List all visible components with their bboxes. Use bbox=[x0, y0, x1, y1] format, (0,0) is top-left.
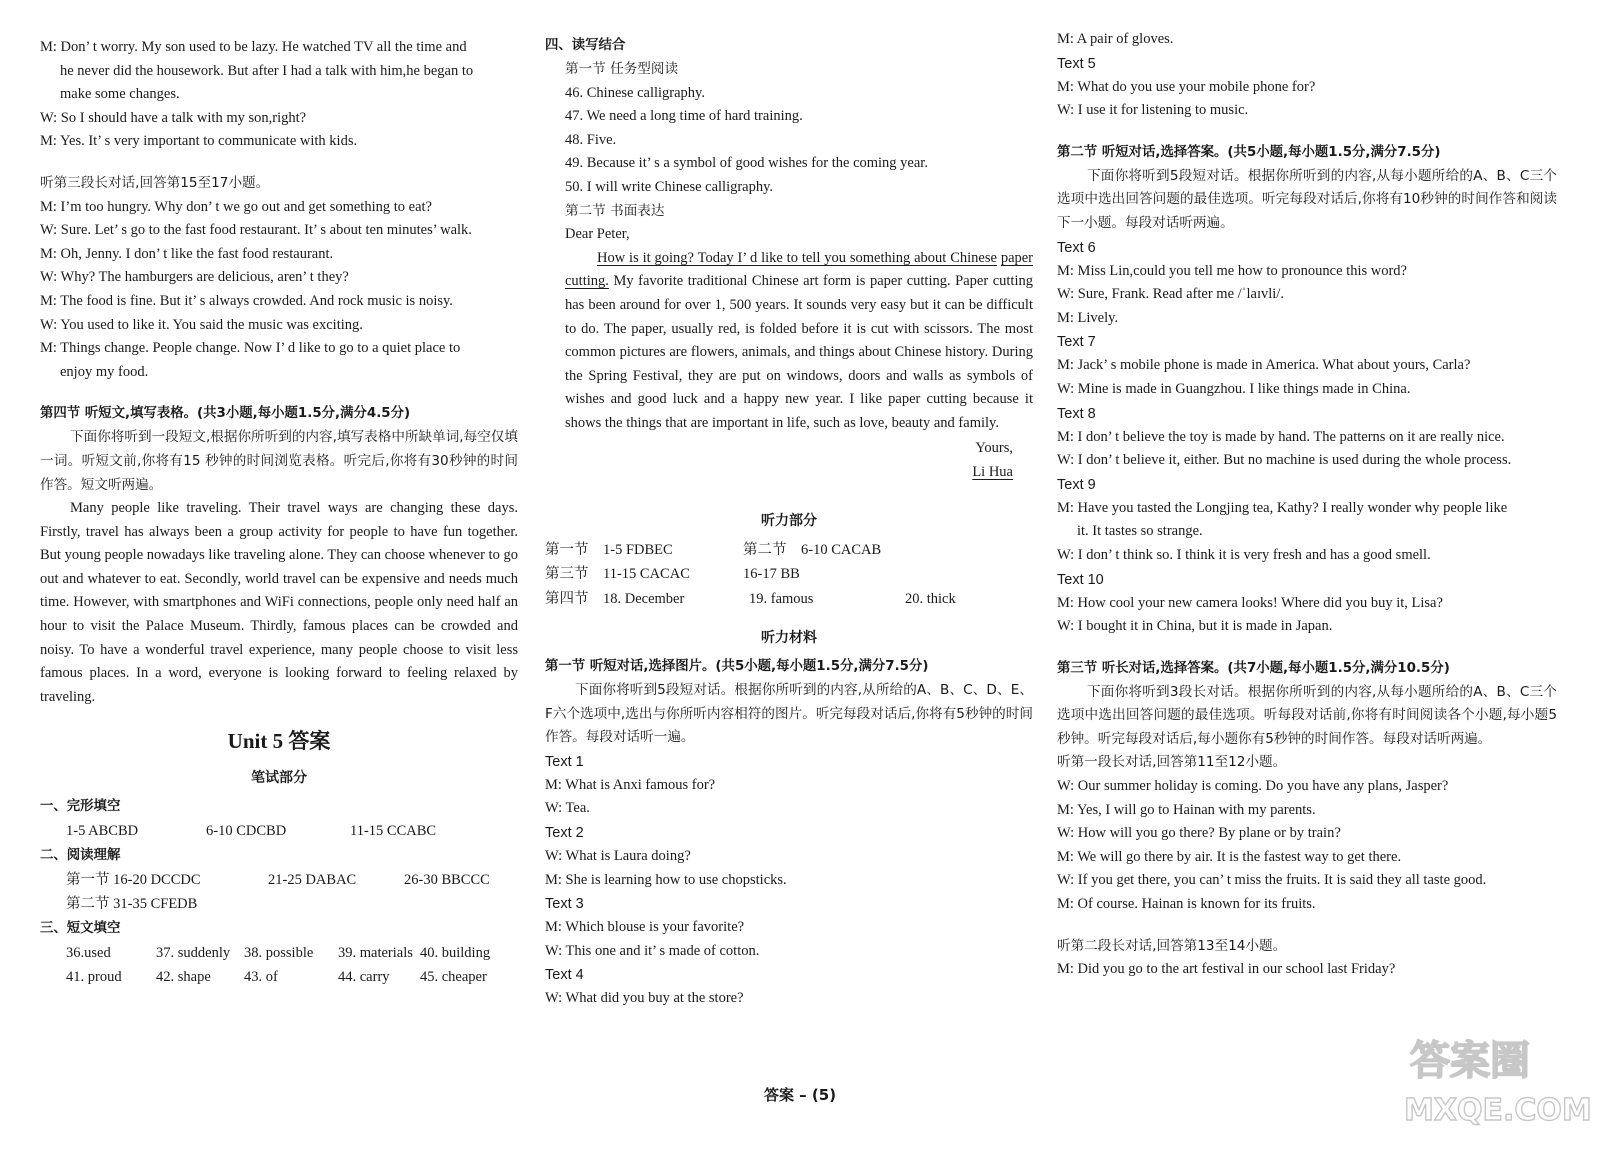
answer-row bbox=[40, 965, 518, 990]
dialogue-line: W: Tea. bbox=[545, 800, 590, 817]
answer-cell: 41. proud bbox=[66, 969, 122, 986]
key-cell: 第一节 bbox=[545, 541, 589, 558]
dialogue-line: M: What do you use your mobile phone for? bbox=[1057, 78, 1316, 95]
answer-cell: 11-15 CCABC bbox=[350, 823, 437, 840]
text-label: Text 7 bbox=[1057, 334, 1096, 351]
text-label: Text 9 bbox=[1057, 476, 1096, 493]
dialogue-line: W: I don’ t believe it, either. But no machine is used during the whole process. bbox=[1057, 452, 1512, 469]
dialogue-line: M: Don’ t worry. My son used to be lazy. He watched TV all the time and bbox=[40, 39, 467, 55]
dialogue-line: W: What did you buy at the store? bbox=[545, 990, 744, 1007]
dialogue-line: W: Sure. Let’ s go to the fast food restaurant. It’ s about ten minutes’ walk. bbox=[40, 222, 472, 239]
section-heading: 第二节 听短对话,选择答案。(共5小题,每小题1.5分,满分7.5分) bbox=[1057, 144, 1441, 160]
answer-cell: 第二节 31-35 CFEDB bbox=[66, 896, 198, 913]
svg-text:MXQE.COM: MXQE.COM bbox=[1404, 1093, 1592, 1128]
answer-cell: 6-10 CDCBD bbox=[206, 823, 287, 840]
signature-wrap bbox=[545, 460, 1033, 484]
answer-cell: 21-25 DABAC bbox=[268, 871, 357, 888]
dialogue-line: he never did the housework. But after I had a talk with him,he began to bbox=[60, 62, 474, 79]
key-row bbox=[545, 562, 1033, 587]
answer-cell: 42. shape bbox=[156, 969, 211, 986]
key-row bbox=[545, 587, 1033, 612]
unit-title: Unit 5 答案 bbox=[227, 729, 331, 754]
section-heading: 第四节 听短文,填写表格。(共3小题,每小题1.5分,满分4.5分) bbox=[40, 406, 411, 422]
key-cell: 1-5 FDBEC bbox=[603, 541, 673, 558]
listening-passage: Many people like traveling. Their travel ways are changing these days. Firstly, travel has always been a group activity for people to have fun together. But young people nowadays like traveling alone. They can choose whenever to go out and whatever to eat. Secondly, world travel can be expensive and needs much time. However, with smartphones and WiFi connections, people only need half an hour to visit the Palace Museum. Thirdly, famous places can be crowded and noisy. To have a wonderful travel experience, many people choose to visit less famous places. In a word, everyone is looking forward to feeling relaxed by traveling. bbox=[40, 500, 518, 705]
answer-line: 48. Five. bbox=[565, 131, 617, 148]
letter-signature: Li Hua bbox=[972, 463, 1013, 480]
letter-text: My favorite traditional Chinese art form is paper cutting. Paper cutting has been around for over 1, 500 years. It sounds very easy but it can be difficult to do. The paper, usually red, is folded before it is cut with scissors. The most common pictures are flowers, animals, and things about Chinese history. During the Spring Festival, they are put on windows, doors and walls as symbols of wishes and good luck and a happy new year. I like paper cutting because it shows the things that are important in life, such as love, beauty and family. bbox=[565, 273, 1033, 431]
answer-cell: 38. possible bbox=[244, 944, 314, 961]
section-heading: 第三节 听长对话,选择答案。(共7小题,每小题1.5分,满分10.5分) bbox=[1057, 660, 1450, 676]
dialogue-line: W: You used to like it. You said the music was exciting. bbox=[40, 316, 363, 333]
section-instructions: 下面你将听到一段短文,根据你所听到的内容,填写表格中所缺单词,每空仅填一词。听短文前,你将有15 秒钟的时间浏览表格。听完后,你将有30秒钟的时间作答。短文听两遍。 bbox=[40, 429, 518, 493]
dialogue-line: W: I use it for listening to music. bbox=[1057, 102, 1249, 119]
section-instructions: 下面你将听到3段长对话。根据你所听到的内容,从每小题所给的A、B、C三个选项中选出回答问题的最佳选项。听每段对话前,你将有时间阅读各个小题,每小题5秒钟。听完每段对话后,每小题你有5秒钟的时间作答。每段对话听两遍。 bbox=[1057, 683, 1557, 747]
written-part-title: 笔试部分 bbox=[251, 770, 307, 787]
dialogue-line: M: Yes, I will go to Hainan with my parents. bbox=[1057, 801, 1316, 818]
dialogue-line: M: Things change. People change. Now I’ d like to go to a quiet place to bbox=[40, 340, 461, 357]
letter-body bbox=[545, 247, 1033, 436]
column-left bbox=[40, 0, 518, 990]
answer-line: 47. We need a long time of hard training. bbox=[565, 108, 803, 125]
key-cell: 16-17 BB bbox=[743, 566, 800, 582]
section-heading: 第一节 听短对话,选择图片。(共5小题,每小题1.5分,满分7.5分) bbox=[545, 659, 929, 674]
part-title: 第一节 任务型阅读 bbox=[565, 61, 679, 77]
dialogue-line: M: I don’ t believe the toy is made by hand. The patterns on it are really nice. bbox=[1057, 428, 1505, 445]
part-title: 第二节 书面表达 bbox=[565, 202, 665, 219]
dialogue-line: W: How will you go there? By plane or by train? bbox=[1057, 825, 1341, 842]
letter-closing: Yours, bbox=[975, 439, 1013, 456]
key-cell: 6-10 CACAB bbox=[801, 541, 882, 558]
dialogue-line: M: Yes. It’ s very important to communicate with kids. bbox=[40, 133, 358, 150]
watermark-logo bbox=[1400, 1028, 1592, 1128]
dialogue-line: M: Jack’ s mobile phone is made in America. What about yours, Carla? bbox=[1057, 357, 1471, 374]
text-label: Text 5 bbox=[1057, 55, 1096, 72]
dialogue-line: M: What is Anxi famous for? bbox=[545, 776, 716, 793]
answer-cell: 45. cheaper bbox=[420, 969, 487, 986]
answer-cell: 37. suddenly bbox=[156, 944, 231, 961]
key-cell: 18. December bbox=[603, 590, 685, 607]
dialogue-line: M: Have you tasted the Longjing tea, Kathy? I really wonder why people like bbox=[1057, 499, 1508, 516]
text-label: Text 1 bbox=[545, 753, 584, 770]
dialogue-line: M: Miss Lin,could you tell me how to pronounce this word? bbox=[1057, 262, 1407, 279]
dialogue-intro: 听第一段长对话,回答第11至12小题。 bbox=[1057, 754, 1287, 771]
text-label: Text 10 bbox=[1057, 571, 1104, 588]
letter-underlined-text: paper cutting. bbox=[565, 249, 1034, 290]
answer-cell: 39. materials bbox=[338, 944, 413, 961]
dialogue-line: M: She is learning how to use chopsticks. bbox=[545, 871, 787, 888]
dialogue-line: W: I don’ t think so. I think it is very fresh and has a good smell. bbox=[1057, 546, 1431, 563]
key-cell: 11-15 CACAC bbox=[603, 566, 690, 582]
answer-row bbox=[40, 819, 518, 844]
dialogue-line: M: A pair of gloves. bbox=[1057, 31, 1174, 47]
key-row bbox=[545, 538, 1033, 563]
dialogue-line: M: The food is fine. But it’ s always crowded. And rock music is noisy. bbox=[40, 292, 453, 309]
key-cell: 第二节 bbox=[743, 541, 787, 558]
cloze-title: 一、完形填空 bbox=[40, 799, 121, 815]
listening-part-title: 听力部分 bbox=[761, 512, 817, 529]
letter-salutation: Dear Peter, bbox=[565, 226, 630, 243]
fill-blank-title: 三、短文填空 bbox=[40, 920, 121, 936]
answer-cell: 第一节 16-20 DCCDC bbox=[66, 871, 201, 888]
column-right bbox=[1057, 0, 1557, 982]
dialogue-line: M: We will go there by air. It is the fastest way to get there. bbox=[1057, 848, 1402, 865]
page-footer: 答案 – (5) bbox=[763, 1086, 837, 1104]
answer-cell: 43. of bbox=[244, 969, 278, 986]
dialogue-intro: 听第二段长对话,回答第13至14小题。 bbox=[1057, 937, 1287, 954]
answer-cell: 1-5 ABCBD bbox=[66, 823, 139, 840]
answer-cell: 36.used bbox=[66, 944, 111, 961]
answer-line: 49. Because it’ s a symbol of good wishes for the coming year. bbox=[565, 155, 928, 172]
dialogue-line: M: I’m too hungry. Why don’ t we go out and get something to eat? bbox=[40, 198, 432, 215]
answer-cell: 40. building bbox=[420, 944, 491, 961]
text-label: Text 4 bbox=[545, 967, 584, 984]
listening-material-title: 听力材料 bbox=[761, 630, 817, 646]
key-cell: 19. famous bbox=[749, 590, 814, 607]
text-label: Text 2 bbox=[545, 824, 584, 841]
dialogue-intro: 听第三段长对话,回答第15至17小题。 bbox=[40, 174, 270, 191]
answer-line: 46. Chinese calligraphy. bbox=[565, 84, 705, 101]
dialogue-line: W: Our summer holiday is coming. Do you have any plans, Jasper? bbox=[1057, 778, 1449, 795]
dialogue-line: W: What is Laura doing? bbox=[545, 847, 691, 864]
dialogue-line: it. It tastes so strange. bbox=[1077, 523, 1203, 540]
answer-row bbox=[40, 941, 518, 966]
dialogue-line: make some changes. bbox=[60, 86, 180, 103]
dialogue-line: W: Why? The hamburgers are delicious, aren’ t they? bbox=[40, 269, 349, 286]
dialogue-line: W: So I should have a talk with my son,right? bbox=[40, 109, 307, 126]
answer-row bbox=[40, 868, 518, 893]
text-label: Text 6 bbox=[1057, 239, 1096, 256]
dialogue-line: W: I bought it in China, but it is made in Japan. bbox=[1057, 618, 1333, 635]
answer-cell: 44. carry bbox=[338, 969, 390, 986]
dialogue-line: M: Oh, Jenny. I don’ t like the fast food restaurant. bbox=[40, 245, 334, 262]
svg-text:答案圈: 答案圈 bbox=[1410, 1038, 1530, 1084]
reading-title: 二、阅读理解 bbox=[40, 847, 121, 863]
dialogue-line: M: Which blouse is your favorite? bbox=[545, 919, 745, 936]
dialogue-line: M: How cool your new camera looks! Where did you buy it, Lisa? bbox=[1057, 594, 1443, 611]
dialogue-line: W: Sure, Frank. Read after me /ˈlaɪvli/. bbox=[1057, 286, 1284, 303]
section-instructions: 下面你将听到5段短对话。根据你所听到的内容,从每小题所给的A、B、C三个选项中选出回答问题的最佳选项。听完每段对话后,你将有10秒钟的时间作答和阅读下一小题。每段对话听两遍。 bbox=[1057, 167, 1557, 231]
dialogue-line: M: Of course. Hainan is known for its fruits. bbox=[1057, 896, 1316, 913]
answer-row bbox=[40, 892, 518, 917]
answer-line: 50. I will write Chinese calligraphy. bbox=[565, 178, 774, 195]
key-cell: 第三节 bbox=[545, 566, 589, 582]
dialogue-line: M: Lively. bbox=[1057, 309, 1119, 326]
column-middle bbox=[545, 0, 1033, 1011]
key-cell: 第四节 bbox=[545, 590, 589, 607]
key-cell: 20. thick bbox=[905, 590, 956, 607]
dialogue-line: W: If you get there, you can’ t miss the fruits. It is said they all taste good. bbox=[1057, 872, 1487, 889]
dialogue-line: W: Mine is made in Guangzhou. I like things made in China. bbox=[1057, 380, 1411, 397]
answer-cell: 26-30 BBCCC bbox=[404, 871, 490, 888]
section-instructions: 下面你将听到5段短对话。根据你所听到的内容,从所给的A、B、C、D、E、F六个选项中,选出与你所听内容相符的图片。听完每段对话后,你将有5秒钟的时间作答。每段对话听一遍。 bbox=[545, 682, 1033, 746]
dialogue-line: enjoy my food. bbox=[60, 363, 149, 380]
text-label: Text 3 bbox=[545, 896, 584, 913]
dialogue-line: W: This one and it’ s made of cotton. bbox=[545, 942, 760, 959]
dialogue-line: M: Did you go to the art festival in our school last Friday? bbox=[1057, 961, 1396, 978]
text-label: Text 8 bbox=[1057, 405, 1096, 422]
section-title: 四、读写结合 bbox=[545, 38, 626, 53]
letter-underlined-text: How is it going? Today I’ d like to tell you something about Chinese bbox=[597, 249, 997, 266]
